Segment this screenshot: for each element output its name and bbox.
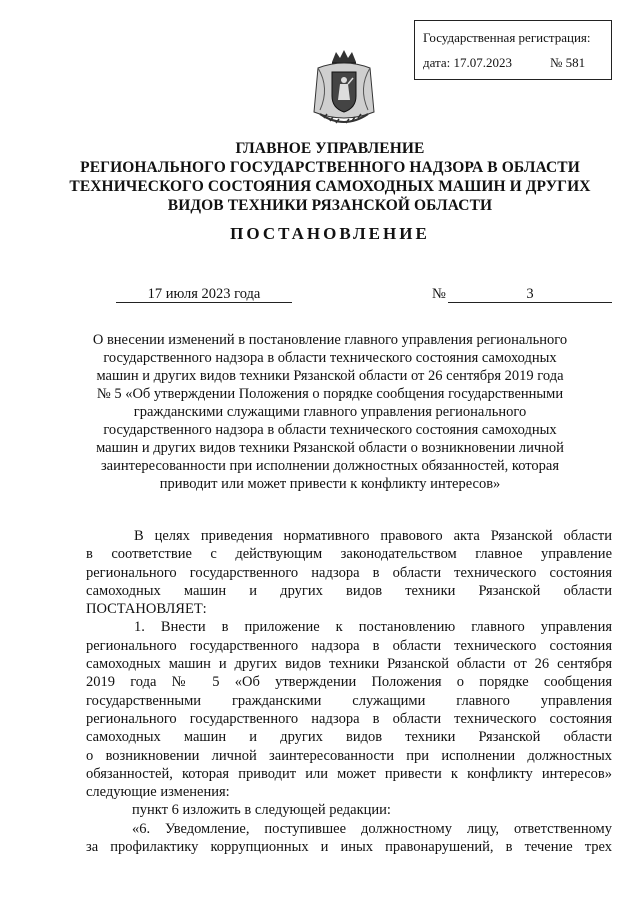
coat-of-arms-icon (310, 48, 378, 128)
body-line: самоходных машин и других видов техники Рязанской области (86, 729, 612, 746)
subject-line: № 5 «Об утверждении Положения о порядке сообщения государственными (96, 386, 564, 402)
document-subject (80, 331, 580, 493)
subject-line: государственного надзора в области технического состояния самоходных (103, 422, 557, 438)
header-line: ВИДОВ ТЕХНИКИ РЯЗАНСКОЙ ОБЛАСТИ (167, 197, 493, 214)
body-line: о возникновении личной заинтересованности при исполнении должностных (86, 747, 612, 764)
subject-line: заинтересованности при исполнении должностных обязанностей, которая (100, 458, 560, 474)
body-line: 2019 года № 5 «Об утверждении Положения о порядке сообщения (86, 674, 612, 691)
body-line: самоходных машин и других видов техники Рязанской области (86, 582, 612, 599)
subject-line: машин и других видов техники Рязанской области о возникновении личной (96, 440, 564, 456)
registration-date: дата: 17.07.2023 (423, 55, 513, 70)
authority-header (60, 139, 600, 215)
registration-label: Государственная регистрация: (423, 30, 591, 45)
body-line: в соответствие с действующим законодательством главное управление (86, 546, 612, 563)
registration-stamp (414, 20, 612, 80)
registration-number: № 581 (550, 55, 586, 70)
header-line: ТЕХНИЧЕСКОГО СОСТОЯНИЯ САМОХОДНЫХ МАШИН И ДРУГИХ (69, 178, 591, 195)
header-line: РЕГИОНАЛЬНОГО ГОСУДАРСТВЕННОГО НАДЗОРА В ОБЛАСТИ (80, 159, 580, 176)
header-line: ГЛАВНОЕ УПРАВЛЕНИЕ (235, 140, 425, 157)
subject-line: государственного надзора в области технического состояния самоходных (103, 350, 557, 366)
body-line: за профилактику коррупционных и иных правонарушений, в течение трех (86, 839, 612, 856)
body-line: пункт 6 изложить в следующей редакции: (132, 802, 391, 819)
subject-line: приводит или может привести к конфликту интересов» (159, 476, 501, 492)
body-line: обязанностей, которая приводит или может привести к конфликту интересов» (86, 765, 612, 782)
document-date: 17 июля 2023 года (116, 286, 292, 303)
body-line: регионального государственного надзора в области технического состояния (86, 710, 612, 727)
subject-line: машин и других видов техники Рязанской области от 26 сентября 2019 года (96, 368, 564, 384)
body-line: 1. Внести в приложение к постановлению главного управления (134, 619, 612, 636)
subject-line: гражданскими служащими главного управления регионального (133, 404, 527, 420)
document-number: 3 (448, 286, 612, 303)
body-line: ПОСТАНОВЛЯЕТ: (86, 601, 207, 618)
body-line: регионального государственного надзора в области технического состояния (86, 564, 612, 581)
body-line: «6. Уведомление, поступившее должностному лицу, ответственному (132, 820, 612, 837)
document-type: ПОСТАНОВЛЕНИЕ (230, 224, 430, 243)
body-line: регионального государственного надзора в области технического состояния (86, 637, 612, 654)
subject-line: О внесении изменений в постановление главного управления регионального (92, 332, 568, 348)
body-line: самоходных машин и других видов техники Рязанской области от 26 сентября (86, 656, 612, 673)
body-line: В целях приведения нормативного правового акта Рязанской области (134, 528, 612, 544)
body-line: государственными гражданскими служащими главного управления (86, 692, 612, 709)
body-line: следующие изменения: (86, 784, 230, 801)
number-sign: № (432, 286, 446, 302)
document-body (86, 527, 612, 856)
